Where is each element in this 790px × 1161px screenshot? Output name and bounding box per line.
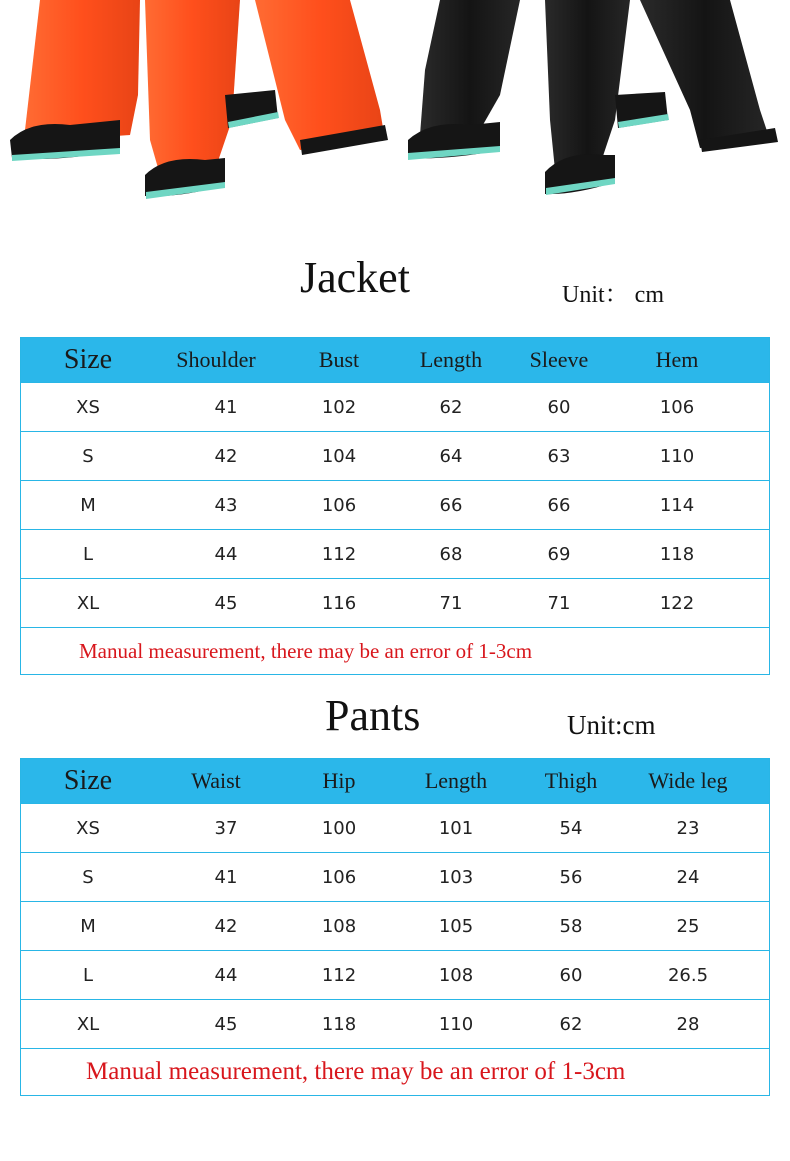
header-cell-length: Length	[424, 768, 488, 793]
header-cell-waist: Waist	[191, 768, 241, 793]
jacket-size-table	[20, 337, 770, 675]
header-cell-length: Length	[419, 347, 483, 372]
measurement-note	[21, 1048, 769, 1095]
measurement-cell: 66	[439, 494, 463, 516]
header-cell-hem: Hem	[655, 347, 699, 372]
measurement-cell: 112	[321, 964, 357, 986]
measurement-cell: 106	[659, 396, 695, 418]
measurement-cell: 54	[559, 817, 583, 839]
measurement-cell: 44	[214, 964, 238, 986]
measurement-cell: 71	[439, 592, 463, 614]
header-cell-size: Size	[63, 765, 113, 796]
header-cell-hip: Hip	[322, 768, 356, 793]
measurement-cell: 122	[659, 592, 695, 614]
jacket-title: Jacket	[300, 253, 410, 302]
measurement-cell: 26.5	[667, 964, 709, 986]
size-cell: L	[82, 543, 94, 565]
size-cell: M	[80, 915, 96, 937]
measurement-cell: 118	[659, 543, 695, 565]
header-cell-wide-leg: Wide leg	[648, 768, 728, 793]
measurement-cell: 101	[438, 817, 474, 839]
size-cell: S	[82, 445, 94, 467]
measurement-cell: 42	[214, 915, 238, 937]
measurement-cell: 60	[547, 396, 571, 418]
measurement-note-text: Manual measurement, there may be an error of 1-3cm	[86, 1058, 626, 1085]
size-cell: XS	[76, 396, 100, 418]
measurement-cell: 105	[438, 915, 474, 937]
measurement-cell: 110	[438, 1013, 474, 1035]
table-header-row	[21, 338, 769, 382]
measurement-cell: 104	[321, 445, 357, 467]
table-row	[21, 431, 769, 480]
table-row	[21, 480, 769, 529]
pants-title: Pants	[325, 691, 421, 740]
jacket-unit-label: Unit： cm	[562, 282, 664, 308]
product-photo	[0, 0, 790, 215]
table-header-row	[21, 759, 769, 803]
measurement-cell: 64	[439, 445, 463, 467]
table-row	[21, 382, 769, 431]
pants-size-table	[20, 758, 770, 1096]
size-cell: XS	[76, 817, 100, 839]
header-cell-sleeve: Sleeve	[529, 347, 589, 372]
measurement-cell: 103	[438, 866, 474, 888]
measurement-cell: 28	[676, 1013, 700, 1035]
black-pant-leg	[545, 0, 630, 170]
size-cell: M	[80, 494, 96, 516]
size-cell: S	[82, 866, 94, 888]
measurement-cell: 106	[321, 866, 357, 888]
header-cell-size: Size	[63, 344, 113, 375]
measurement-cell: 56	[559, 866, 583, 888]
table-row	[21, 901, 769, 950]
measurement-cell: 45	[214, 1013, 238, 1035]
measurement-cell: 45	[214, 592, 238, 614]
orange-pant-leg	[145, 0, 240, 175]
orange-pant-leg	[255, 0, 385, 150]
table-row	[21, 578, 769, 627]
measurement-note	[21, 627, 769, 674]
table-row	[21, 999, 769, 1048]
table-row	[21, 852, 769, 901]
black-pant-leg	[420, 0, 520, 135]
black-pant-leg	[640, 0, 770, 148]
measurement-cell: 41	[214, 866, 238, 888]
table-row	[21, 529, 769, 578]
measurement-cell: 100	[321, 817, 357, 839]
measurement-cell: 25	[676, 915, 700, 937]
table-row	[21, 950, 769, 999]
measurement-cell: 63	[547, 445, 571, 467]
jacket-rows	[21, 382, 769, 627]
measurement-cell: 71	[547, 592, 571, 614]
pants-unit-label: Unit:cm	[567, 710, 656, 740]
measurement-cell: 108	[438, 964, 474, 986]
measurement-cell: 44	[214, 543, 238, 565]
measurement-cell: 114	[659, 494, 695, 516]
measurement-cell: 116	[321, 592, 357, 614]
measurement-cell: 42	[214, 445, 238, 467]
measurement-note-text: Manual measurement, there may be an error of 1-3cm	[79, 638, 533, 663]
size-cell: XL	[76, 1013, 100, 1035]
table-row	[21, 803, 769, 852]
measurement-cell: 60	[559, 964, 583, 986]
measurement-cell: 118	[321, 1013, 357, 1035]
measurement-cell: 68	[439, 543, 463, 565]
measurement-cell: 62	[559, 1013, 583, 1035]
measurement-cell: 24	[676, 866, 700, 888]
measurement-cell: 62	[439, 396, 463, 418]
header-cell-shoulder: Shoulder	[176, 347, 256, 372]
measurement-cell: 112	[321, 543, 357, 565]
size-cell: L	[82, 964, 94, 986]
measurement-cell: 43	[214, 494, 238, 516]
header-cell-thigh: Thigh	[544, 768, 598, 793]
measurement-cell: 66	[547, 494, 571, 516]
header-cell-bust: Bust	[318, 347, 360, 372]
measurement-cell: 58	[559, 915, 583, 937]
measurement-cell: 41	[214, 396, 238, 418]
measurement-cell: 108	[321, 915, 357, 937]
measurement-cell: 37	[214, 817, 238, 839]
measurement-cell: 69	[547, 543, 571, 565]
measurement-cell: 23	[676, 817, 700, 839]
size-cell: XL	[76, 592, 100, 614]
measurement-cell: 106	[321, 494, 357, 516]
pants-rows	[21, 803, 769, 1048]
measurement-cell: 110	[659, 445, 695, 467]
measurement-cell: 102	[321, 396, 357, 418]
orange-pant-leg	[25, 0, 140, 140]
